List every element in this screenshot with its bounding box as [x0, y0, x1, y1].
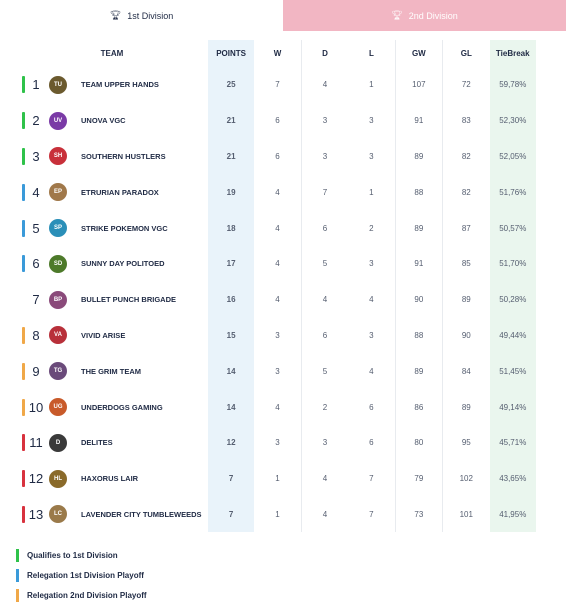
- games-lost-cell: 95: [443, 425, 490, 461]
- header-tiebreak: TieBreak: [490, 40, 536, 67]
- team-cell: [16, 246, 208, 282]
- draws-cell: 4: [301, 497, 348, 533]
- header-l: L: [368, 49, 374, 58]
- points-cell: 19: [208, 174, 254, 210]
- draws-cell: 3: [301, 103, 348, 139]
- team-logo: TU: [49, 76, 67, 94]
- position: 12: [28, 471, 44, 487]
- points-cell: 14: [208, 353, 254, 389]
- games-lost-cell: 82: [443, 139, 490, 175]
- header-team: TEAM: [100, 49, 124, 58]
- legend-color-bar: [16, 569, 19, 582]
- wins-cell: 3: [275, 366, 280, 376]
- games-won-cell: 73: [395, 497, 442, 533]
- games-lost-cell: 84: [443, 353, 490, 389]
- legend-label: Qualifies to 1st Division: [27, 550, 118, 560]
- legend-color-bar: [16, 589, 19, 602]
- tiebreak-cell: 41,95%: [490, 497, 536, 533]
- position: 4: [32, 184, 40, 200]
- tiebreak-cell: 51,70%: [490, 246, 536, 282]
- standings-table: [16, 40, 536, 532]
- draws-cell: 2: [301, 389, 348, 425]
- losses-cell: 4: [369, 366, 374, 376]
- team-logo: VA: [49, 326, 67, 344]
- wins-cell: 4: [275, 259, 280, 269]
- table-row[interactable]: [16, 67, 536, 103]
- draws-cell: 6: [301, 318, 348, 354]
- tab-2nd-division[interactable]: [283, 0, 566, 31]
- draws-cell: 3: [301, 139, 348, 175]
- standings-body: [16, 67, 536, 532]
- tiebreak-cell: 59,78%: [490, 67, 536, 103]
- team-logo: TG: [49, 362, 67, 380]
- table-row[interactable]: [16, 497, 536, 533]
- tiebreak-cell: 49,14%: [490, 389, 536, 425]
- wins-cell: 3: [275, 330, 280, 340]
- team-name[interactable]: STRIKE POKEMON VGC: [81, 223, 168, 233]
- position: 7: [32, 292, 40, 308]
- losses-cell: 6: [369, 402, 374, 412]
- tiebreak-cell: 45,71%: [490, 425, 536, 461]
- tiebreak-cell: 50,28%: [490, 282, 536, 318]
- team-cell: [16, 461, 208, 497]
- points-cell: 12: [208, 425, 254, 461]
- legend-item: [16, 585, 147, 605]
- header-w: W: [273, 49, 282, 58]
- team-name[interactable]: BULLET PUNCH BRIGADE: [81, 295, 176, 305]
- points-cell: 7: [208, 461, 254, 497]
- wins-cell: 3: [275, 438, 280, 448]
- team-name[interactable]: HAXORUS LAIR: [81, 474, 139, 484]
- team-name[interactable]: TEAM UPPER HANDS: [81, 80, 159, 90]
- position: 1: [32, 77, 40, 93]
- wins-cell: 6: [275, 151, 280, 161]
- table-row[interactable]: [16, 139, 536, 175]
- team-logo: SP: [49, 219, 67, 237]
- team-name[interactable]: SUNNY DAY POLITOED: [81, 259, 165, 269]
- legend-item: [16, 565, 147, 585]
- games-lost-cell: 85: [443, 246, 490, 282]
- games-won-cell: 89: [395, 353, 442, 389]
- draws-cell: 5: [301, 353, 348, 389]
- tiebreak-cell: 51,76%: [490, 174, 536, 210]
- points-cell: 16: [208, 282, 254, 318]
- team-cell: [16, 425, 208, 461]
- team-logo: BP: [49, 291, 67, 309]
- wins-cell: 4: [275, 223, 280, 233]
- position: 11: [29, 435, 43, 451]
- legend: [16, 545, 147, 605]
- games-won-cell: 91: [395, 246, 442, 282]
- legend-color-bar: [16, 549, 19, 562]
- trophy-icon: 🏆︎: [391, 10, 403, 20]
- team-logo: D: [49, 434, 67, 452]
- wins-cell: 1: [275, 474, 280, 484]
- team-logo: UV: [49, 112, 67, 130]
- team-logo: HL: [49, 470, 67, 488]
- wins-cell: 4: [275, 402, 280, 412]
- header-d: D: [301, 40, 348, 67]
- games-lost-cell: 83: [443, 103, 490, 139]
- team-name[interactable]: DELITES: [81, 438, 113, 448]
- tiebreak-cell: 43,65%: [490, 461, 536, 497]
- games-won-cell: 89: [395, 210, 442, 246]
- team-name[interactable]: ETRURIAN PARADOX: [81, 187, 159, 197]
- losses-cell: 3: [369, 151, 374, 161]
- tiebreak-cell: 49,44%: [490, 318, 536, 354]
- position: 8: [32, 327, 40, 343]
- games-lost-cell: 89: [443, 282, 490, 318]
- table-row[interactable]: [16, 461, 536, 497]
- team-cell: [16, 103, 208, 139]
- games-won-cell: 89: [395, 139, 442, 175]
- team-cell: [16, 318, 208, 354]
- games-lost-cell: 101: [443, 497, 490, 533]
- draws-cell: 3: [301, 425, 348, 461]
- wins-cell: 6: [275, 116, 280, 126]
- division-tabs: [0, 0, 566, 31]
- team-logo: EP: [49, 183, 67, 201]
- header-gl: GL: [443, 40, 490, 67]
- points-cell: 25: [208, 67, 254, 103]
- losses-cell: 7: [369, 509, 374, 519]
- header-gw: GW: [395, 40, 442, 67]
- wins-cell: 4: [275, 187, 280, 197]
- losses-cell: 6: [369, 438, 374, 448]
- position: 10: [28, 399, 44, 415]
- games-won-cell: 90: [395, 282, 442, 318]
- team-cell: [16, 210, 208, 246]
- points-cell: 21: [208, 139, 254, 175]
- team-logo: SH: [49, 147, 67, 165]
- legend-label: Relegation 2nd Division Playoff: [27, 590, 147, 600]
- games-lost-cell: 87: [443, 210, 490, 246]
- tab-1st-division[interactable]: [0, 0, 283, 31]
- draws-cell: 4: [301, 461, 348, 497]
- losses-cell: 3: [369, 116, 374, 126]
- losses-cell: 7: [369, 474, 374, 484]
- team-cell: [16, 174, 208, 210]
- losses-cell: 2: [369, 223, 374, 233]
- position: 5: [32, 220, 40, 236]
- position: 2: [32, 113, 40, 129]
- team-name[interactable]: UNDERDOGS GAMING: [81, 402, 163, 412]
- team-logo: LC: [49, 505, 67, 523]
- team-cell: [16, 497, 208, 533]
- points-cell: 14: [208, 389, 254, 425]
- position: 6: [32, 256, 40, 272]
- table-row[interactable]: [16, 425, 536, 461]
- games-won-cell: 107: [395, 67, 442, 103]
- points-cell: 15: [208, 318, 254, 354]
- tiebreak-cell: 52,05%: [490, 139, 536, 175]
- table-row[interactable]: [16, 174, 536, 210]
- position: 3: [32, 148, 40, 164]
- team-cell: [16, 282, 208, 318]
- team-name[interactable]: SOUTHERN HUSTLERS: [81, 151, 166, 161]
- losses-cell: 1: [369, 187, 374, 197]
- wins-cell: 1: [275, 509, 280, 519]
- losses-cell: 1: [369, 80, 374, 90]
- table-row[interactable]: [16, 103, 536, 139]
- position: 9: [32, 363, 40, 379]
- draws-cell: 4: [301, 282, 348, 318]
- team-name[interactable]: LAVENDER CITY TUMBLEWEEDS: [81, 509, 202, 519]
- tab-label: 2nd Division: [408, 10, 458, 21]
- losses-cell: 3: [369, 330, 374, 340]
- games-lost-cell: 72: [443, 67, 490, 103]
- trophy-icon: 🏆︎: [109, 10, 122, 20]
- team-cell: [16, 139, 208, 175]
- games-won-cell: 88: [395, 174, 442, 210]
- table-row[interactable]: [16, 389, 536, 425]
- team-cell: [16, 389, 208, 425]
- games-won-cell: 91: [395, 103, 442, 139]
- team-logo: SD: [49, 255, 67, 273]
- tiebreak-cell: 50,57%: [490, 210, 536, 246]
- games-won-cell: 80: [395, 425, 442, 461]
- draws-cell: 4: [301, 67, 348, 103]
- points-cell: 21: [208, 103, 254, 139]
- table-header-row: [16, 40, 536, 67]
- games-lost-cell: 89: [443, 389, 490, 425]
- team-name[interactable]: THE GRIM TEAM: [81, 366, 141, 376]
- legend-item: [16, 545, 147, 565]
- table-row[interactable]: [16, 246, 536, 282]
- header-points: POINTS: [208, 40, 254, 67]
- draws-cell: 6: [301, 210, 348, 246]
- team-cell: [16, 67, 208, 103]
- wins-cell: 4: [275, 295, 280, 305]
- team-name[interactable]: VIVID ARISE: [81, 330, 126, 340]
- team-name[interactable]: UNOVA VGC: [81, 116, 126, 126]
- position: 13: [28, 506, 44, 522]
- draws-cell: 7: [301, 174, 348, 210]
- games-won-cell: 79: [395, 461, 442, 497]
- team-cell: [16, 353, 208, 389]
- tab-label: 1st Division: [127, 10, 174, 21]
- losses-cell: 4: [369, 295, 374, 305]
- games-lost-cell: 82: [443, 174, 490, 210]
- games-won-cell: 88: [395, 318, 442, 354]
- wins-cell: 7: [275, 80, 280, 90]
- points-cell: 7: [208, 497, 254, 533]
- table-row[interactable]: [16, 318, 536, 354]
- points-cell: 17: [208, 246, 254, 282]
- tiebreak-cell: 52,30%: [490, 103, 536, 139]
- draws-cell: 5: [301, 246, 348, 282]
- team-logo: UG: [49, 398, 67, 416]
- tiebreak-cell: 51,45%: [490, 353, 536, 389]
- games-lost-cell: 90: [443, 318, 490, 354]
- games-won-cell: 86: [395, 389, 442, 425]
- games-lost-cell: 102: [443, 461, 490, 497]
- losses-cell: 3: [369, 259, 374, 269]
- table-row[interactable]: [16, 210, 536, 246]
- points-cell: 18: [208, 210, 254, 246]
- legend-label: Relegation 1st Division Playoff: [27, 570, 144, 580]
- table-row[interactable]: [16, 353, 536, 389]
- table-row[interactable]: [16, 282, 536, 318]
